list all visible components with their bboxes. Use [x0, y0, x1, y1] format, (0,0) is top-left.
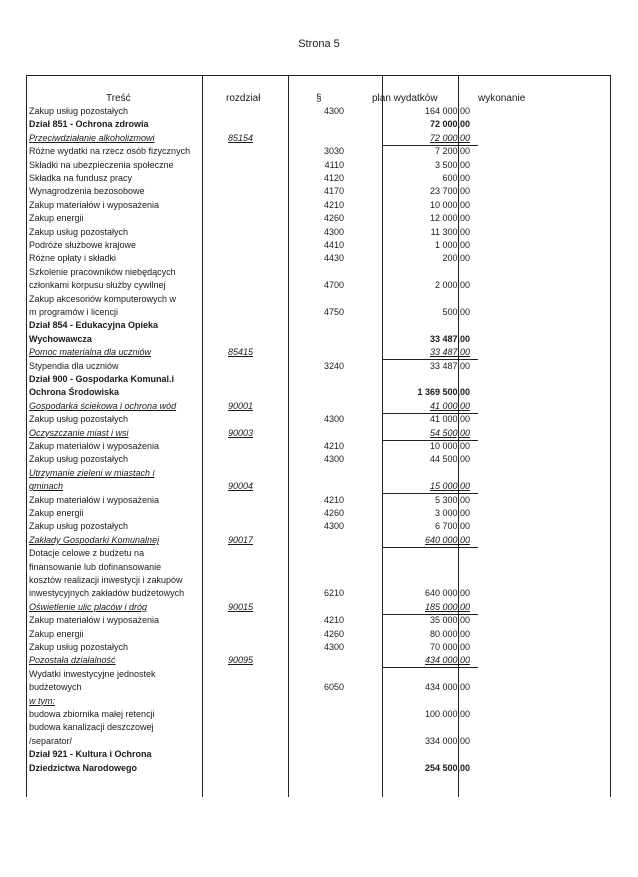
row-paragraf: 4110 [324, 159, 344, 170]
table-row [26, 400, 610, 413]
row-paragraf: 6210 [323, 588, 344, 599]
row-plan: 11 300,00 [430, 226, 470, 237]
row-paragraf: 4300 [323, 414, 344, 425]
row-plan: 7 200,00 [434, 146, 470, 157]
table-row [26, 708, 610, 721]
row-description: gminach [29, 481, 64, 492]
table-row [26, 306, 610, 319]
row-rozdzial: 90001 [228, 400, 254, 411]
table-row [26, 239, 610, 252]
row-description: Zakup usług pozostałych [29, 521, 129, 532]
row-paragraf: 4700 [323, 280, 344, 291]
row-description: Dział 900 - Gospodarka Komunal.i [29, 374, 175, 384]
row-plan: 200,00 [442, 253, 470, 264]
table-row [26, 132, 610, 145]
row-description: Dział 851 - Ochrona zdrowia [29, 119, 149, 130]
row-description: Zakup materiałów i wyposażenia [29, 199, 160, 210]
table-row [26, 547, 610, 560]
row-paragraf: 4260 [323, 508, 344, 518]
table-row [26, 159, 610, 172]
row-plan: 1 369 500,00 [417, 387, 470, 398]
row-description: Zakup energii [29, 508, 84, 518]
row-plan: 41 000,00 [429, 400, 470, 411]
row-plan: 72 000,00 [429, 132, 470, 143]
row-description: Zakup materiałów i wyposażenia [29, 494, 160, 505]
row-paragraf: 4210 [323, 615, 344, 626]
row-rozdzial: 90004 [228, 481, 254, 492]
col-border [610, 75, 611, 797]
col-header-plan: plan wydatków [372, 93, 438, 104]
table-row [26, 266, 610, 279]
table-row [26, 440, 610, 453]
row-plan: 434 000,00 [424, 682, 470, 693]
table-row [26, 507, 610, 520]
row-paragraf: 4210 [323, 441, 344, 451]
table-row [26, 360, 610, 373]
row-rozdzial: 90095 [228, 655, 254, 666]
table-row [26, 185, 610, 198]
row-description: Gospodarka ściekowa i ochrona wód [29, 400, 177, 411]
table-row [26, 748, 610, 761]
row-description: Zakup usług pozostałych [29, 414, 129, 425]
table-row [26, 226, 610, 239]
row-paragraf: 4170 [323, 186, 344, 197]
row-description: Dotacje celowe z budżetu na [29, 548, 145, 559]
row-description: Zakup usług pozostałych [29, 642, 129, 652]
table-row [26, 118, 610, 131]
row-description: budowa kanalizacji deszczowej [29, 722, 154, 733]
table-row [26, 587, 610, 600]
table-row [26, 172, 610, 185]
row-paragraf: 4410 [323, 240, 344, 250]
row-plan: 41 000,00 [429, 414, 470, 425]
table-row [26, 333, 610, 346]
row-plan: 640 000,00 [424, 588, 470, 599]
row-plan: 3 500,00 [434, 159, 470, 170]
row-description: Dział 854 - Edukacyjna Opieka [29, 320, 159, 331]
row-description: finansowanie lub dofinansowanie [29, 561, 162, 572]
row-paragraf: 4120 [323, 173, 344, 183]
row-paragraf: 6050 [323, 682, 344, 693]
table-row [26, 721, 610, 734]
row-description: Zakup akcesoriów komputerowych w [29, 293, 177, 304]
row-plan: 35 000,00 [429, 615, 470, 626]
row-plan: 12 000,00 [429, 213, 470, 224]
table-row [26, 574, 610, 587]
row-description: Różne wydatki na rzecz osób fizycznych [29, 146, 191, 157]
row-paragraf: 4430 [323, 253, 344, 264]
row-description: Ochrona Środowiska [29, 387, 120, 398]
table-row [26, 105, 610, 118]
row-description: Oczyszczanie miast i wsi [29, 427, 129, 438]
row-rozdzial: 90003 [228, 427, 254, 438]
row-description: kosztów realizacji inwestycji i zakupów [29, 575, 183, 585]
row-paragraf: 4300 [323, 454, 344, 465]
table-row [26, 494, 610, 507]
row-description: Zakup usług pozostałych [29, 226, 129, 237]
row-paragraf: 3240 [323, 360, 344, 371]
row-description: Zakup energii [29, 628, 84, 639]
table-row [26, 427, 610, 440]
row-rozdzial: 85415 [228, 347, 254, 358]
row-plan: 334 000,00 [424, 735, 470, 746]
row-plan: 640 000,00 [424, 534, 470, 545]
row-rozdzial: 85154 [228, 132, 254, 143]
col-header-paragraf: § [316, 93, 322, 104]
table-row [26, 199, 610, 212]
row-description: Dział 921 - Kultura i Ochrona [29, 749, 152, 760]
table-row [26, 668, 610, 681]
table-row [26, 614, 610, 627]
table-row [26, 735, 610, 748]
row-description: Wychowawcza [29, 333, 92, 344]
table-row [26, 681, 610, 694]
row-plan: 54 500,00 [429, 427, 470, 438]
table-row [26, 453, 610, 466]
col-header-desc: Treść [106, 93, 131, 104]
table-row [26, 346, 610, 359]
row-description: inwestycyjnych zakładów budżetowych [29, 588, 185, 599]
col-header-rozdzial: rozdział [226, 93, 261, 104]
row-plan: 33 487,00 [429, 347, 470, 358]
table-row [26, 695, 610, 708]
row-plan: 2 000,00 [434, 280, 470, 291]
row-description: Pozostała działalność [29, 655, 116, 666]
row-plan: 72 000,00 [429, 119, 470, 130]
row-plan: 33 487,00 [429, 360, 470, 371]
table-row [26, 654, 610, 667]
row-description: Składka na fundusz pracy [29, 173, 133, 183]
row-description: Składki na ubezpieczenia społeczne [29, 159, 174, 170]
row-plan: 434 000,00 [424, 655, 470, 666]
row-plan: 600,00 [442, 173, 470, 183]
row-plan: 80 000,00 [429, 628, 470, 639]
table-row [26, 628, 610, 641]
row-plan: 44 500,00 [429, 454, 470, 465]
row-paragraf: 4260 [323, 628, 344, 639]
row-paragraf: 4300 [323, 106, 344, 116]
table-row [26, 641, 610, 654]
row-plan: 10 000,00 [429, 441, 470, 451]
row-plan: 1 000,00 [434, 240, 470, 250]
row-description: budowa zbiornika małej retencji [29, 709, 155, 719]
row-plan: 6 700,00 [434, 521, 470, 532]
row-paragraf: 4210 [323, 199, 344, 210]
row-plan: 3 000,00 [434, 508, 470, 518]
table-row [26, 279, 610, 292]
row-description: Utrzymanie zieleni w miastach i [29, 467, 155, 478]
row-description: Stypendia dla uczniów [29, 360, 119, 371]
row-description: Zakup usług pozostałych [29, 454, 129, 465]
row-description: Dziedzictwa Narodowego [29, 762, 138, 773]
row-description: Pomoc materialna dla uczniów [29, 347, 152, 358]
row-plan: 164 000,00 [424, 106, 470, 116]
table-row [26, 413, 610, 426]
col-header-wykonanie: wykonanie [478, 93, 526, 104]
row-description: w tym: [29, 695, 55, 706]
table-row [26, 467, 610, 480]
row-paragraf: 4300 [323, 642, 344, 652]
row-description: Zakup energii [29, 213, 84, 224]
row-description: Zakłady Gospodarki Komunalnej [29, 534, 160, 545]
table-row [26, 534, 610, 547]
table-row [26, 319, 610, 332]
row-plan: 70 000,00 [429, 642, 470, 652]
row-description: Wynagrodzenia bezosobowe [29, 186, 145, 197]
row-paragraf: 4260 [323, 213, 344, 224]
row-plan: 5 300,00 [434, 494, 470, 505]
row-rozdzial: 90017 [228, 534, 254, 545]
page-header: Strona 5 [298, 38, 340, 50]
row-plan: 10 000,00 [429, 199, 470, 210]
table-row [26, 293, 610, 306]
table-row [26, 386, 610, 399]
row-plan: 23 700,00 [429, 186, 470, 197]
row-description: członkami korpusu służby cywilnej [29, 280, 166, 291]
row-plan: 100 000,00 [424, 709, 470, 719]
row-paragraf: 4210 [323, 494, 344, 505]
row-paragraf: 4300 [323, 226, 344, 237]
row-description: Zakup materiałów i wyposażenia [29, 615, 160, 626]
row-description: Zakup usług pozostałych [29, 106, 129, 116]
row-description: Szkolenie pracowników niebędących [29, 266, 176, 277]
budget-table [26, 75, 610, 797]
table-row [26, 373, 610, 386]
table-row [26, 480, 610, 493]
row-description: Różne opłaty i składki [29, 253, 117, 264]
row-paragraf: 4750 [323, 307, 344, 317]
row-plan: 33 487,00 [429, 333, 470, 344]
row-plan: 500,00 [442, 307, 470, 317]
row-plan: 254 500,00 [424, 762, 470, 773]
row-description: Zakup materiałów i wyposażenia [29, 441, 160, 451]
table-top-border [26, 75, 610, 76]
row-plan: 15 000,00 [429, 481, 470, 492]
row-description: /separator/ [29, 735, 73, 746]
row-description: Wydatki inwestycyjne jednostek [29, 668, 156, 679]
row-description: Przeciwdziałanie alkoholizmowi [29, 132, 155, 143]
table-row [26, 601, 610, 614]
table-row [26, 212, 610, 225]
row-description: budżetowych [29, 682, 82, 693]
table-row [26, 561, 610, 574]
row-description: Oświetlenie ulic placów i dróg [29, 601, 148, 612]
row-paragraf: 4300 [323, 521, 344, 532]
table-row [26, 762, 610, 775]
table-row [26, 145, 610, 158]
row-description: Podróże służbowe krajowe [29, 240, 137, 250]
row-plan: 185 000,00 [424, 601, 470, 612]
table-row [26, 252, 610, 265]
row-paragraf: 3030 [323, 146, 344, 157]
row-rozdzial: 90015 [228, 601, 254, 612]
row-description: m programów i licencji [29, 307, 119, 317]
table-row [26, 520, 610, 533]
